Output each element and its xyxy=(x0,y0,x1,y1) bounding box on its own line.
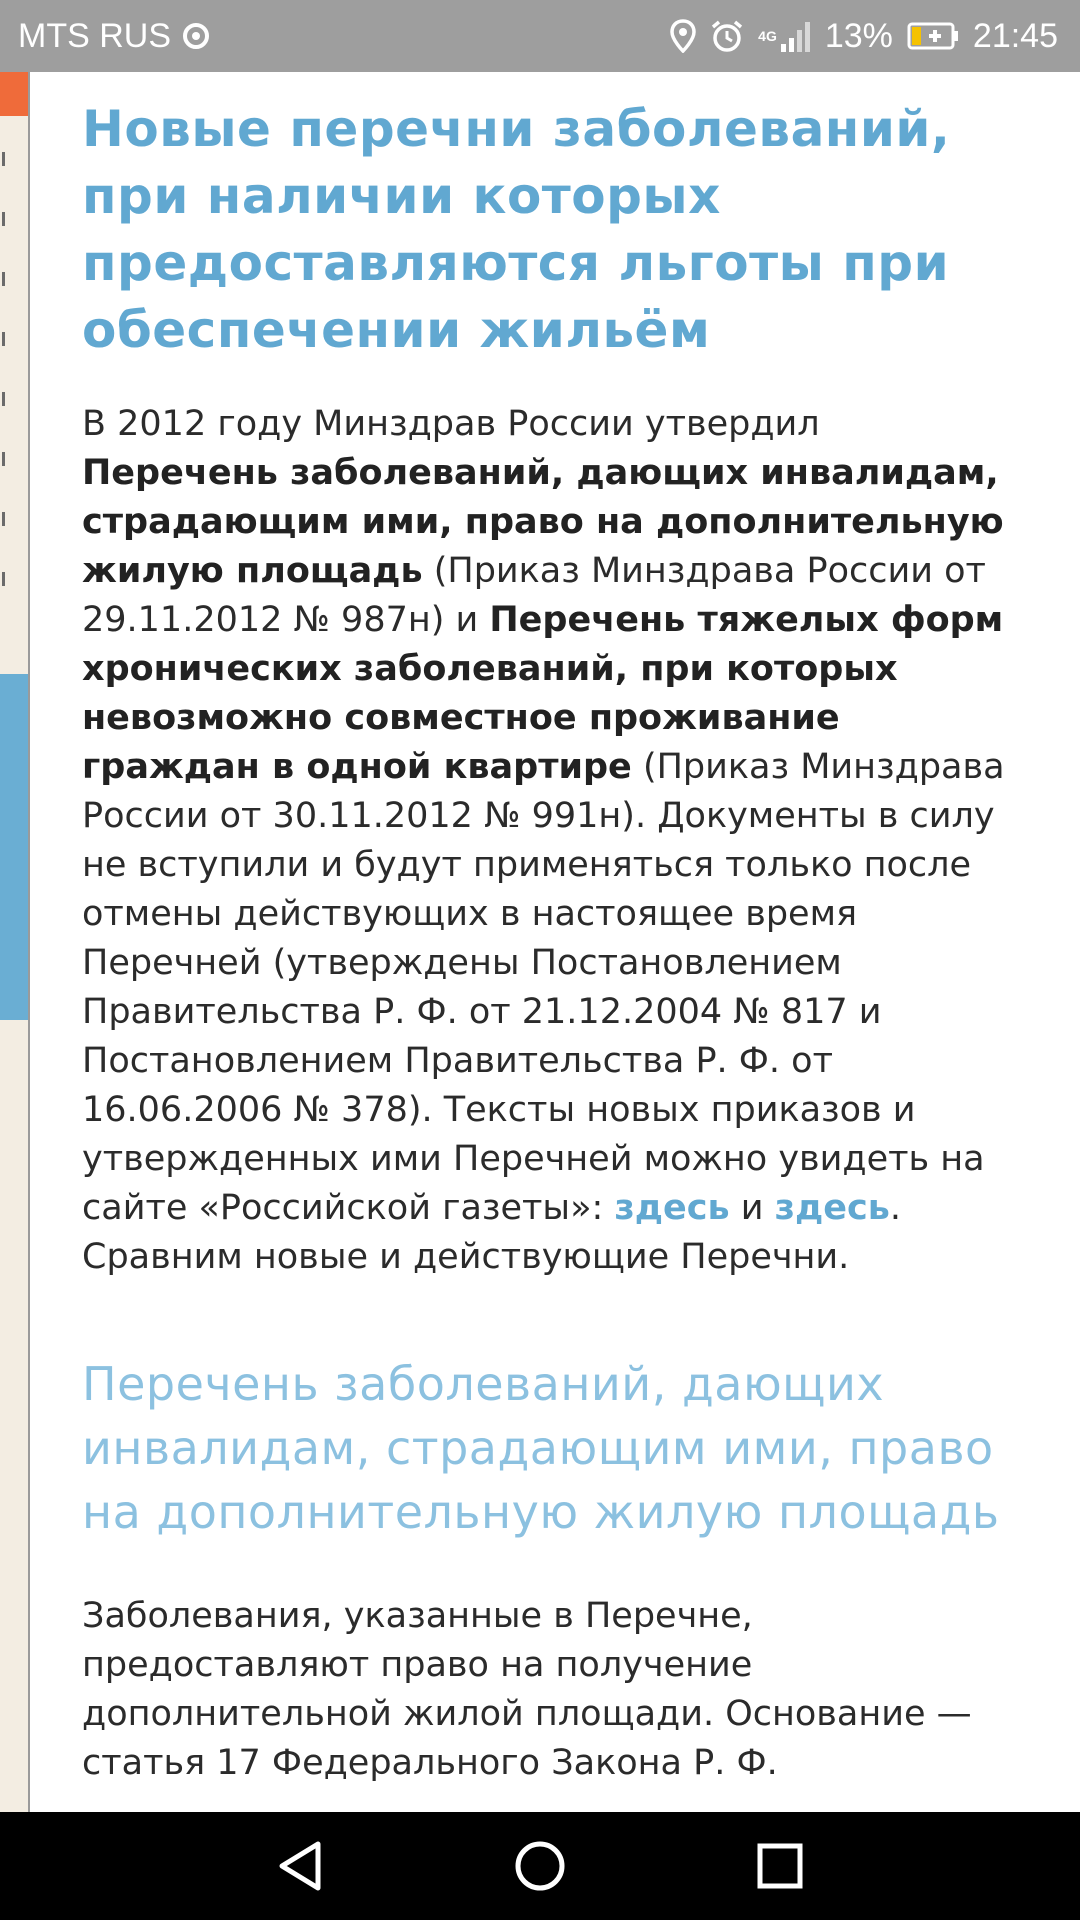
side-tick xyxy=(2,332,5,346)
side-tab-blue[interactable] xyxy=(0,674,28,1020)
home-icon[interactable] xyxy=(510,1836,570,1896)
link-here-1[interactable]: здесь xyxy=(614,1188,730,1228)
paragraph-bold-text: Перечень заболеваний, дающих инвалидам, страдающим ими, право на дополнительную жилую площадь xyxy=(82,453,1004,591)
side-tick xyxy=(2,572,5,586)
side-tab-orange[interactable] xyxy=(0,72,28,116)
side-tick xyxy=(2,512,5,526)
chrome-icon xyxy=(183,23,209,49)
status-left xyxy=(18,0,209,72)
section-title: Перечень заболеваний, дающих инвалидам, страдающим ими, право на дополнительную жилую площадь xyxy=(82,1357,1000,1539)
side-drawer-edge[interactable] xyxy=(0,72,30,1812)
paragraph-text: и xyxy=(729,1188,775,1228)
link-here-2[interactable]: здесь xyxy=(774,1188,890,1228)
side-tick xyxy=(2,152,5,166)
paragraph-bold-text: Перечень тяжелых форм хронических заболеваний, при которых невозможно совместное проживание граждан в одной квартире xyxy=(82,600,1004,787)
recents-icon[interactable] xyxy=(750,1836,810,1896)
location-pin-icon xyxy=(670,19,696,53)
navigation-bar xyxy=(0,1812,1080,1920)
alarm-icon xyxy=(710,19,744,53)
signal-icon xyxy=(781,20,811,52)
battery-charging-icon xyxy=(907,21,959,51)
status-right xyxy=(656,0,1058,72)
paragraph-text: (Приказ Минздрава России от 30.11.2012 № 991н). Документы в силу не вступили и будут применяться только после отмены действующих в настоящее время Перечней (утверждены Постановлением Правительства Р. Ф. от 21.12.2004 № 817 и Постановлением Правительства Р. Ф. от 16.06.2006 № 378). Тексты новых приказов и утвержденных ими Перечней можно увидеть на сайте «Российской газеты»: xyxy=(82,747,1005,1228)
side-tick xyxy=(2,272,5,286)
side-tick xyxy=(2,452,5,466)
network-type-label: 4G xyxy=(758,28,777,44)
article-title: Новые перечни заболеваний, при наличии которых предоставляются льготы при обеспечении жильём xyxy=(82,100,951,359)
clock-time: 21:45 xyxy=(972,16,1058,55)
side-tick xyxy=(2,392,5,406)
paragraph-text: В 2012 году Минздрав России утвердил xyxy=(82,404,820,444)
article-content xyxy=(82,72,1012,1812)
paragraph-text: (Приказ Минздрава России от 29.11.2012 № 987н) и xyxy=(82,551,986,640)
back-icon[interactable] xyxy=(270,1836,330,1896)
paragraph-text: . Сравним новые и действующие Перечни. xyxy=(82,1188,902,1277)
battery-percent: 13% xyxy=(824,16,893,55)
side-tick xyxy=(2,212,5,226)
article-paragraph xyxy=(82,400,1012,1282)
status-bar xyxy=(0,0,1080,72)
section-paragraph: Заболевания, указанные в Перечне, предоставляют право на получение дополнительной жилой площади. Основание — статья 17 Федерального Закона Р. Ф. xyxy=(82,1596,972,1783)
carrier-name: MTS RUS xyxy=(18,16,171,55)
